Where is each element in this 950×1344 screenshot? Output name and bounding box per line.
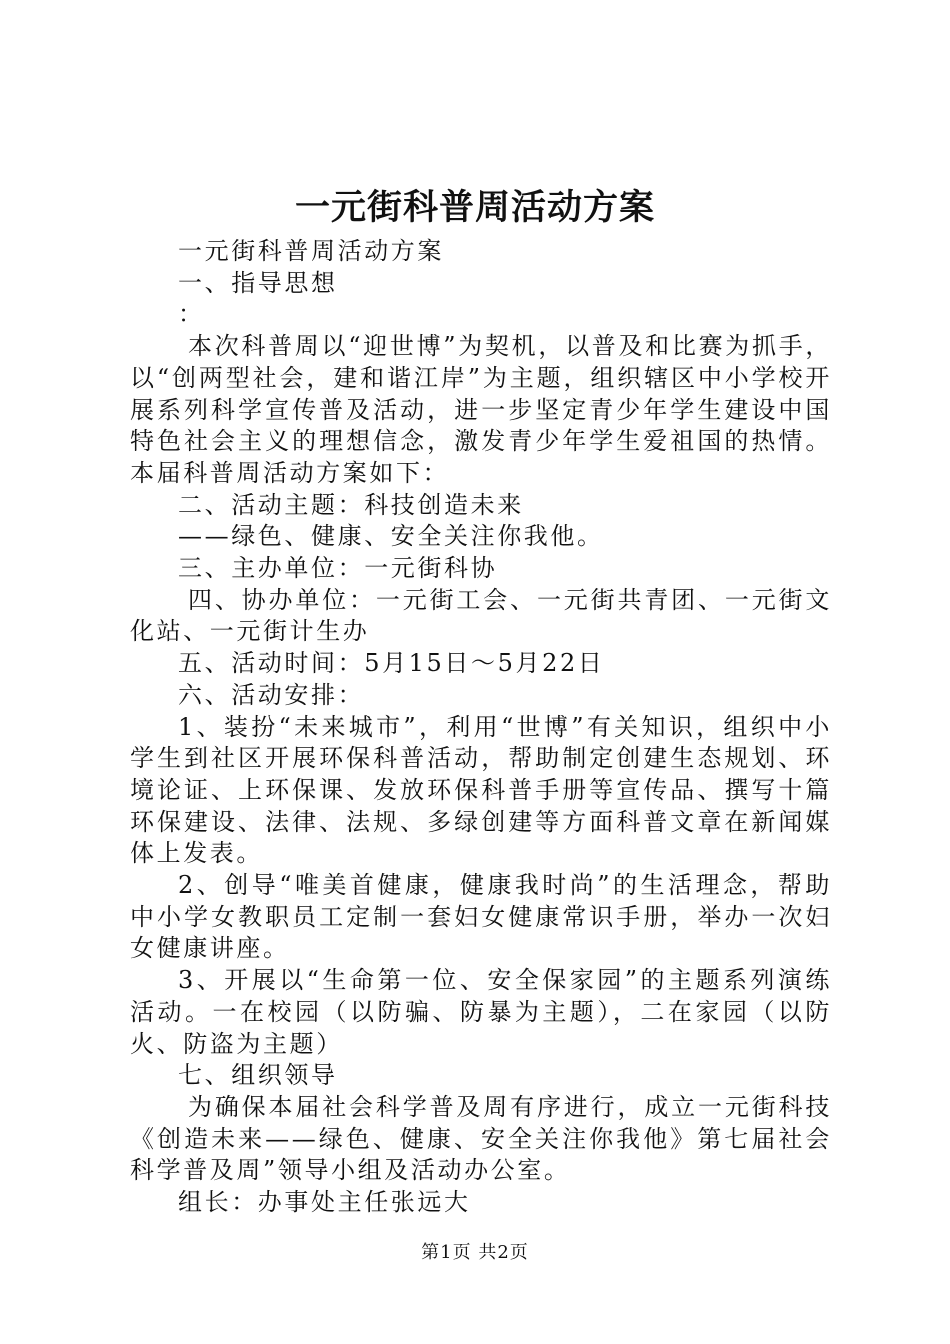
section-activity-time: 五、活动时间：5月15日～5月22日 bbox=[178, 649, 605, 678]
paragraph-heading: 一元街科普周活动方案 bbox=[178, 237, 444, 265]
section-leadership: 七、组织领导 bbox=[178, 1061, 338, 1090]
paragraph-leadership: 为确保本届社会科学普及周有序进行，成立一元街科技《创造未来——绿色、健康、安全关注你我他》第七届社会科学普及周”领导小组及活动办公室。 bbox=[130, 1092, 832, 1185]
paragraph-colon: ： bbox=[178, 300, 205, 329]
document-title: 一元街科普周活动方案 bbox=[294, 187, 655, 228]
paragraph-intro: 本次科普周以“迎世博”为契机，以普及和比赛为抓手，以“创两型社会，建和谐江岸”为主题，组织辖区中小学校开展系列科学宣传普及活动，进一步坚定青少年学生建设中国特色社会主义的理想信念，激发青少年学生爱祖国的热情。本届科普周活动方案如下： bbox=[130, 332, 832, 487]
document-body bbox=[130, 236, 832, 1219]
section-organizer: 三、主办单位：一元街科协 bbox=[178, 554, 498, 583]
paragraph-item-1: 1、装扮“未来城市”，利用“世博”有关知识，组织中小学生到社区开展环保科普活动，帮助制定创建生态规划、环境论证、上环保课、发放环保科普手册等宣传品、撰写十篇环保建设、法律、法规、多绿创建等方面科普文章在新闻媒体上发表。 bbox=[130, 712, 832, 868]
paragraph-item-2: 2、创导“唯美首健康，健康我时尚”的生活理念，帮助中小学女教职员工定制一套妇女健康常识手册，举办一次妇女健康讲座。 bbox=[130, 871, 832, 963]
section-activity-theme: 二、活动主题：科技创造未来 bbox=[178, 490, 524, 519]
section-activity-arrangement: 六、活动安排： bbox=[178, 680, 365, 709]
paragraph-theme-subtitle: ——绿色、健康、安全关注你我他。 bbox=[178, 522, 604, 551]
paragraph-item-3: 3、开展以“生命第一位、安全保家园”的主题系列演练活动。一在校园（以防骗、防暴为主题），二在家园（以防火、防盗为主题） bbox=[130, 966, 832, 1058]
page-footer: 第1页 共2页 bbox=[421, 1242, 529, 1263]
section-heading-guiding-ideology: 一、指导思想 bbox=[178, 268, 338, 297]
paragraph-team-leader: 组长：办事处主任张远大 bbox=[178, 1188, 471, 1217]
section-co-organizers: 四、协办单位：一元街工会、一元街共青团、一元街文化站、一元街计生办 bbox=[130, 585, 832, 646]
